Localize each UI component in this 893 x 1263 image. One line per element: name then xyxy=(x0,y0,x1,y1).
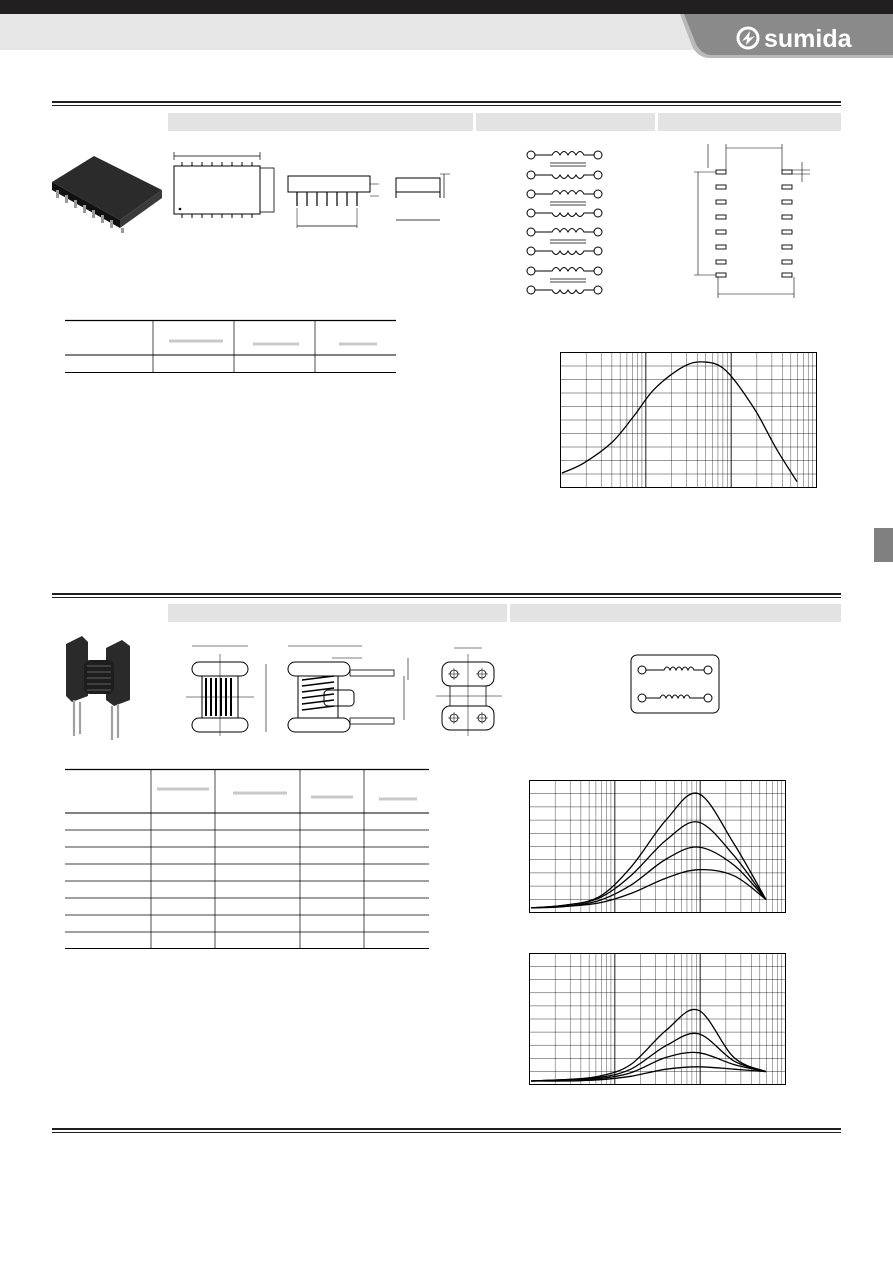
section-index-tab xyxy=(874,528,893,562)
section2-response-chart-upper xyxy=(529,780,786,913)
section2-schematic xyxy=(630,654,720,714)
top-bar xyxy=(0,0,893,14)
section1-dimensions-header xyxy=(168,113,473,131)
footer-rule-thin xyxy=(52,1132,841,1133)
section1-schematic-header xyxy=(476,113,655,131)
section1-side-view-drawing xyxy=(285,170,381,232)
section1-top-view-drawing xyxy=(172,148,276,220)
section2-front-view-drawing xyxy=(186,640,272,740)
sumida-logo xyxy=(680,14,893,58)
section2-bottom-view-drawing xyxy=(436,642,506,738)
svg-text:sumida: sumida xyxy=(764,25,852,53)
section2-response-chart-lower xyxy=(529,953,786,1085)
section1-schematic xyxy=(522,146,608,298)
smd-package-photo xyxy=(48,150,166,234)
section1-end-view-drawing xyxy=(392,170,454,224)
footer-rule xyxy=(52,1128,841,1130)
section1-response-chart xyxy=(560,352,817,488)
section2-spec-table xyxy=(65,769,429,951)
section2-rule-thin xyxy=(52,597,841,598)
section1-rule-thin xyxy=(52,105,841,106)
section1-land-pattern xyxy=(690,140,820,300)
section1-rule xyxy=(52,101,841,103)
section1-spec-table xyxy=(65,320,396,374)
section2-side-view-drawing xyxy=(284,640,424,740)
section2-schematic-header xyxy=(510,604,841,622)
section2-dimensions-header xyxy=(168,604,507,622)
through-hole-choke-photo xyxy=(60,630,140,742)
section2-rule xyxy=(52,593,841,595)
section1-land-pattern-header xyxy=(658,113,841,131)
